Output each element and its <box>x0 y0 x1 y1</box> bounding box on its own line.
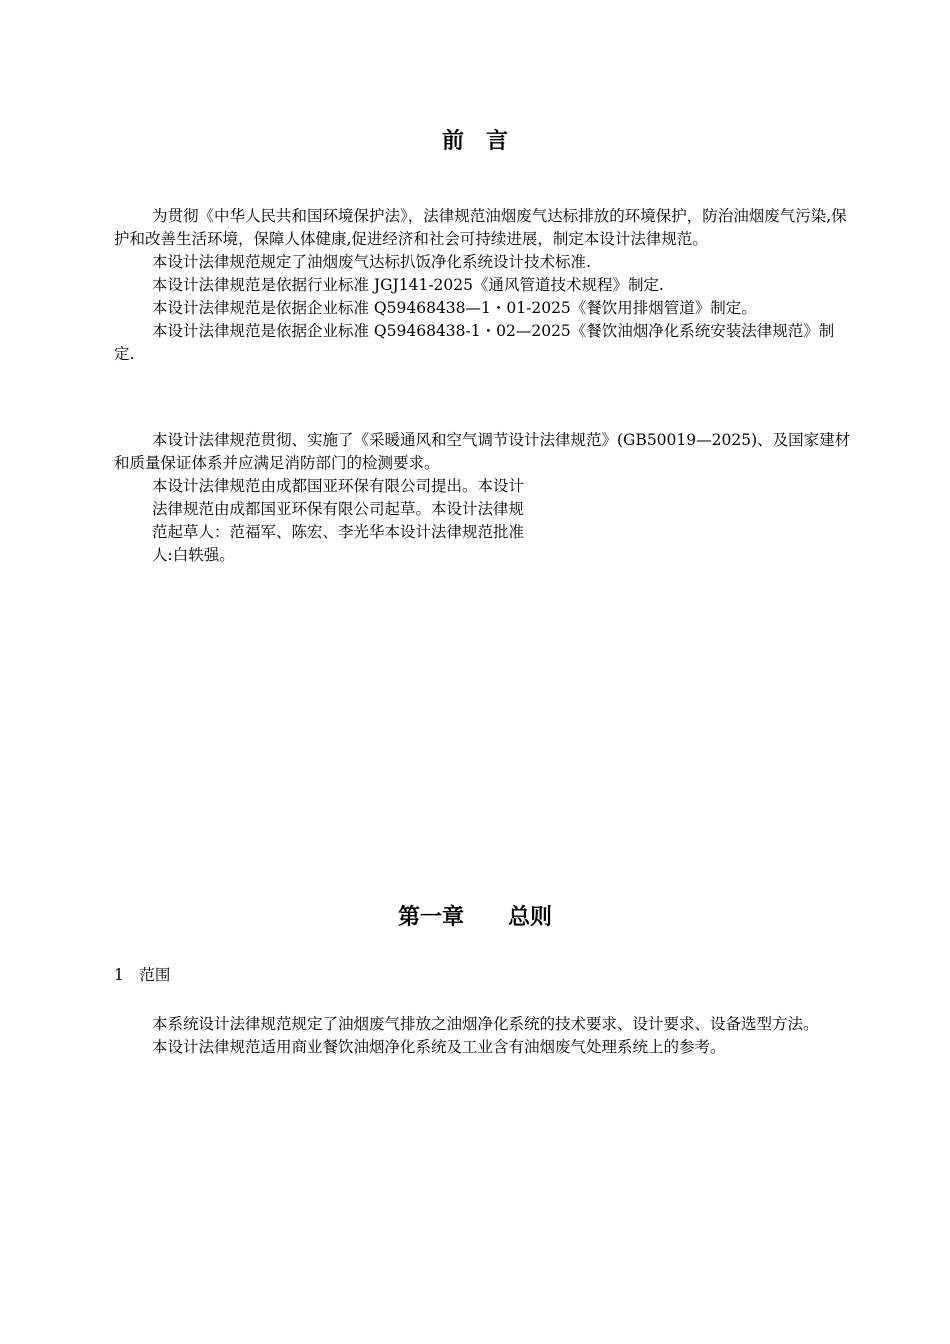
chapter-title: 第一章 总则 <box>397 905 552 930</box>
preface-paragraph-5: 本设计法律规范是依据企业标准 Q59468438-1・02—2025《餐饮油烟净化系统安装法律规范》制定. <box>114 322 835 363</box>
preface-paragraph-4: 本设计法律规范是依据企业标准 Q59468438—1・01-2025《餐饮用排烟管道》制定。 <box>152 299 757 317</box>
preface-paragraph-1: 为贯彻《中华人民共和国环境保护法》，法律规范油烟废气达标排放的环境保护，防治油烟废气污染,保护和改善生活环境，保障人体健康,促进经济和社会可持续进展，制定本设计法律规范。 <box>114 207 847 248</box>
preface-paragraph-3: 本设计法律规范是依据行业标准 JGJ141-2025《通风管道技术规程》制定. <box>152 276 664 294</box>
proposer-note: 本设计法律规范由成都国亚环保有限公司提出。本设计法律规范由成都国亚环保有限公司起草。本设计法律规范起草人：范福军、陈宏、李光华本设计法律规范批准人:白轶强。 <box>152 477 525 564</box>
chapter-paragraph-2: 本设计法律规范适用商业餐饮油烟净化系统及工业含有油烟废气处理系统上的参考。 <box>152 1038 726 1056</box>
preface-paragraph-2: 本设计法律规范规定了油烟废气达标扒饭净化系统设计技术标准. <box>152 253 591 271</box>
chapter-body <box>114 1013 854 1059</box>
preface-body-2 <box>114 429 854 475</box>
section-heading: 1 范围 <box>114 966 171 984</box>
preface-paragraph-6: 本设计法律规范贯彻、实施了《采暖通风和空气调节设计法律规范》(GB50019—2025)、及国家建材和质量保证体系并应满足消防部门的检测要求。 <box>114 431 851 472</box>
preface-title: 前 言 <box>441 129 508 154</box>
chapter-paragraph-1: 本系统设计法律规范规定了油烟废气排放之油烟净化系统的技术要求、设计要求、设备选型方法。 <box>152 1015 819 1033</box>
preface-body <box>114 205 854 366</box>
